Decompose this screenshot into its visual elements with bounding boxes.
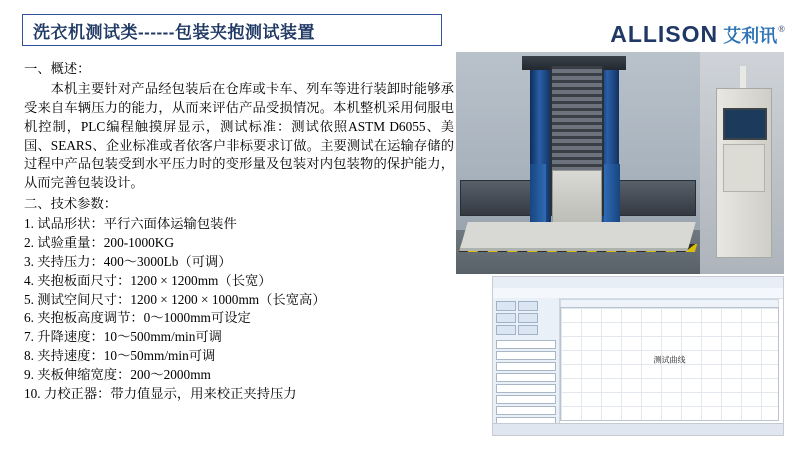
software-input-field[interactable]	[496, 373, 556, 382]
software-test-curve-plot	[560, 307, 779, 421]
cabinet-touch-screen	[723, 108, 767, 140]
signal-lamp	[740, 66, 746, 88]
specs-list	[24, 215, 454, 404]
logo-chinese-name: 艾利讯	[723, 26, 778, 46]
software-input-field[interactable]	[496, 351, 556, 360]
software-input-field[interactable]	[496, 406, 556, 415]
list-item: 5. 测试空间尺寸：1200 × 1200 × 1000mm（长宽高）	[24, 291, 326, 307]
list-item: 1. 试品形状：平行六面体运输包装件	[24, 216, 237, 231]
cabinet-control-panel	[723, 144, 765, 192]
list-item: 4. 夹抱板面尺寸：1200 × 1200mm（长宽）	[24, 272, 272, 288]
list-item: 8. 夹持速度：10～50mm/min可调	[24, 348, 216, 364]
list-item: 3. 夹持压力：400～3000Lb（可调）	[24, 253, 232, 269]
software-button[interactable]	[518, 313, 538, 323]
software-button[interactable]	[518, 325, 538, 335]
software-button[interactable]	[518, 301, 538, 311]
brand-logo	[610, 12, 784, 46]
overview-paragraph: 本机主要针对产品经包装后在仓库或卡车、列车等进行装卸时能够承受来自车辆压力的能力，从而来评估产品受损情况。本机整机采用伺服电机控制，PLC编程触摸屏显示，测试标准：测试依照ASTM D6055、美国、SEARS、企业标准或者依客户非标要求订做。主要测试在运输存储的过程中产品包装受到水平压力时的变形量及包装对内包装物的保护能力，从而完善包装设计。	[24, 80, 454, 191]
test-software-screenshot	[492, 276, 784, 436]
software-button-row	[493, 298, 559, 338]
software-button[interactable]	[496, 301, 516, 311]
machine-arm-left	[460, 180, 540, 216]
specs-heading: 二、技术参数：	[24, 196, 118, 212]
registered-trademark-icon: ®	[778, 24, 785, 34]
software-control-panel	[493, 298, 560, 435]
machine-arm-right	[614, 180, 696, 216]
machine-base-platform	[460, 222, 695, 248]
list-item: 10. 力校正器：带力值显示，用来校正夹持压力	[24, 385, 297, 401]
list-item: 9. 夹板伸缩宽度：200～2000mm	[24, 367, 211, 382]
software-button[interactable]	[496, 313, 516, 323]
logo-wordmark: ALLISON	[610, 21, 719, 47]
os-taskbar[interactable]	[493, 423, 783, 435]
software-input-field[interactable]	[496, 384, 556, 393]
clamp-test-machine-photo	[456, 52, 700, 274]
overview-heading: 一、概述：	[24, 61, 91, 76]
software-input-field[interactable]	[496, 362, 556, 371]
software-input-field[interactable]	[496, 395, 556, 404]
list-item: 7. 升降速度：10～500mm/min可调	[24, 329, 222, 345]
list-item: 2. 试验重量：200-1000KG	[24, 234, 174, 250]
body-text-column	[24, 60, 454, 404]
plot-label: 测试曲线	[653, 355, 686, 365]
list-item: 6. 夹抱板高度调节：0～1000mm可设定	[24, 310, 251, 326]
page-title-box	[22, 14, 442, 46]
software-button[interactable]	[496, 325, 516, 335]
software-input-field[interactable]	[496, 340, 556, 349]
control-cabinet-photo	[700, 52, 784, 274]
page-title: 洗衣机测试类------包装夹抱测试装置	[33, 22, 315, 42]
